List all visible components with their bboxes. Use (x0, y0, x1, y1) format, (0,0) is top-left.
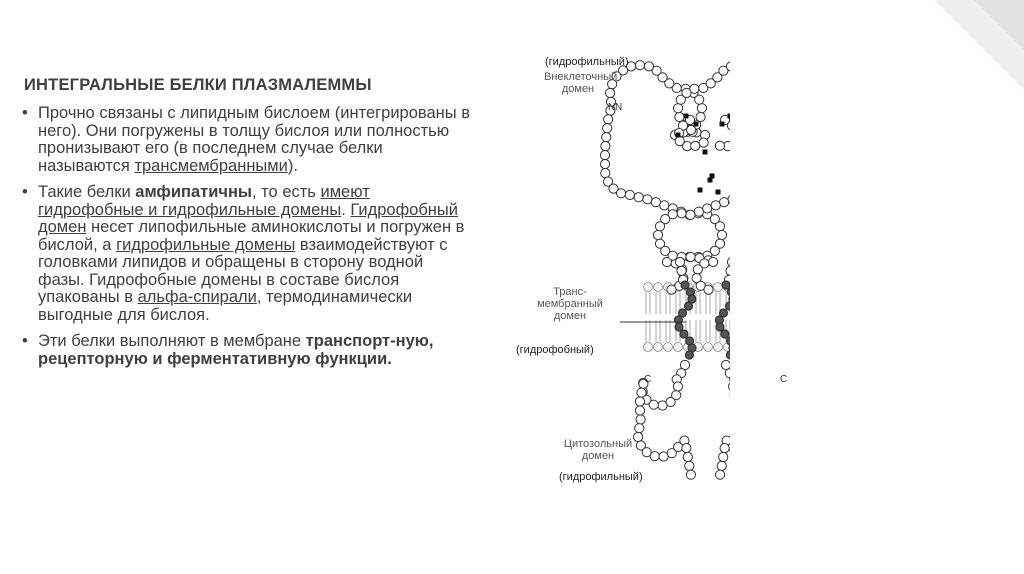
alpha-helix-bead (685, 302, 693, 310)
amino-acid-bead (643, 195, 652, 204)
amino-acid-bead (675, 257, 684, 266)
label-line: домен (553, 310, 587, 322)
amino-acid-bead (729, 382, 731, 391)
label-line: домен (561, 83, 595, 95)
glycosylation-marker (698, 188, 703, 193)
c-terminus-right: C (780, 374, 788, 385)
amino-acid-bead (600, 160, 609, 169)
label-line: мембранный (537, 298, 603, 310)
amino-acid-bead (637, 388, 646, 397)
amino-acid-bead (604, 115, 613, 124)
amino-acid-bead (644, 62, 653, 71)
amino-acid-bead (727, 257, 730, 266)
amino-acid-bead (716, 470, 725, 479)
label-transmembrane-domain (525, 286, 615, 322)
amino-acid-bead (653, 230, 662, 239)
underlined-term: имеют гидрофобные и гидрофильные домены (38, 183, 370, 219)
amino-acid-bead (720, 198, 729, 207)
label-bottom-hydrophilic: (гидрофильный) (559, 471, 643, 483)
amino-acid-bead (685, 461, 694, 470)
lipid-head (644, 343, 653, 352)
bullet-item (20, 333, 470, 368)
amino-acid-bead (686, 210, 695, 219)
amino-acid-bead (601, 169, 610, 178)
lipid-head (644, 283, 653, 292)
amino-acid-bead (635, 424, 644, 433)
bullet-text: . (341, 200, 351, 219)
glycosylation-marker (728, 114, 731, 119)
bullet-text: , термодинамически выгодные для бислоя. (38, 288, 413, 324)
amino-acid-bead (635, 61, 644, 70)
label-line: Транс- (553, 286, 587, 298)
alpha-helix-bead (726, 351, 730, 359)
label-top-hydrophilic: (гидрофильный) (545, 56, 629, 68)
amino-acid-bead (600, 151, 609, 160)
bullet-text: несет липофильные аминокислоты и погружен в бислой, а (38, 218, 465, 254)
glycosylation-marker (720, 122, 725, 127)
alpha-helix-bead (727, 288, 730, 296)
alpha-helix-bead (681, 281, 689, 289)
amino-acid-bead (603, 124, 612, 133)
amino-acid-bead (635, 406, 644, 415)
amino-acid-bead (715, 222, 724, 231)
amino-acid-bead (726, 266, 730, 275)
alpha-helix-bead (675, 323, 683, 331)
amino-acid-bead (677, 266, 686, 275)
glycosylation-marker (708, 178, 713, 183)
c-terminus-left: C (644, 374, 652, 385)
bullet-text: Эти белки выполняют в мембране (38, 332, 306, 350)
amino-acid-bead (636, 415, 645, 424)
glycosylation-marker (694, 122, 699, 127)
amino-acid-bead (697, 104, 706, 113)
bullet-item (20, 184, 470, 324)
amino-acid-bead (683, 452, 692, 461)
amino-acid-bead (686, 252, 695, 261)
alpha-helix-bead (680, 330, 688, 338)
label-extracellular-domain (544, 71, 618, 95)
bullet-text: взаимодействуют с головками липидов и обращены в сторону водной фазы. Гидрофобные домены в составе бислоя упакованы в (38, 235, 448, 306)
glycosylation-marker (703, 150, 708, 155)
bullet-item (20, 105, 470, 175)
bullet-text: Прочно связаны с липидным бислоем (интегрированы в него). Они погружены в толщу бислоя или полностью пронизывают его (в последнем случае белки называются (38, 104, 470, 175)
bullet-list (20, 105, 470, 368)
amino-acid-bead (650, 452, 659, 461)
underlined-term: гидрофильные домены (116, 235, 296, 254)
amino-acid-bead (690, 84, 699, 93)
bullet-text: Такие белки (38, 183, 136, 201)
label-line: Внеклеточный (544, 71, 618, 83)
underlined-term: Гидрофобный домен (38, 200, 458, 236)
amino-acid-bead (682, 444, 691, 453)
lipid-head (674, 343, 683, 352)
alpha-helix-bead (685, 351, 693, 359)
lipid-head (664, 343, 673, 352)
underlined-term: альфа-спирали (137, 288, 257, 306)
amino-acid-bead (711, 201, 720, 210)
alpha-helix-bead (722, 281, 730, 289)
amino-acid-bead (674, 104, 683, 113)
glycosylation-marker (716, 190, 721, 195)
amino-acid-bead (715, 141, 724, 150)
amino-acid-bead (673, 382, 682, 391)
alpha-helix-bead (726, 302, 731, 310)
amino-acid-bead (696, 112, 705, 121)
bold-term: амфипатичны (135, 183, 253, 201)
amino-acid-bead (601, 142, 610, 151)
bullet-text: ). (287, 156, 298, 175)
amino-acid-bead (667, 285, 676, 294)
label-cytosol-domain (558, 438, 638, 462)
amino-acid-bead (693, 265, 702, 274)
alpha-helix-bead (721, 330, 729, 338)
lipid-head (704, 343, 713, 352)
underlined-term: трансмембранными (134, 156, 288, 175)
amino-acid-bead (602, 133, 611, 142)
amino-acid-bead (675, 112, 684, 121)
amino-acid-bead (617, 189, 626, 198)
amino-acid-bead (660, 201, 669, 210)
bold-term: транспорт-ную, рецепторную и ферментативную функции. (38, 332, 434, 368)
amino-acid-bead (686, 470, 695, 479)
amino-acid-bead (725, 369, 730, 378)
amino-acid-bead (677, 209, 686, 218)
amino-acid-bead (717, 461, 726, 470)
bullet-text: , то есть (252, 183, 321, 201)
amino-acid-bead (703, 204, 712, 213)
amino-acid-bead (694, 207, 703, 216)
amino-acid-bead (655, 222, 664, 231)
slide-text (20, 76, 470, 377)
amino-acid-bead (704, 285, 713, 294)
amino-acid-bead (625, 190, 634, 199)
amino-acid-bead (691, 141, 700, 150)
glycosylation-marker (676, 133, 681, 138)
amino-acid-bead (709, 257, 718, 266)
label-line: домен (581, 450, 615, 462)
label-hydrophobic: (гидрофобный) (516, 344, 594, 356)
amino-acid-bead (635, 397, 644, 406)
amino-acid-bead (651, 198, 660, 207)
lipid-head (714, 343, 723, 352)
alpha-helix-bead (716, 323, 724, 331)
amino-acid-bead (719, 452, 728, 461)
alpha-helix-bead (727, 337, 730, 345)
label-line: Цитозольный (563, 438, 633, 450)
slide-title: ИНТЕГРАЛЬНЫЕ БЕЛКИ ПЛАЗМАЛЕММЫ (24, 76, 372, 94)
amino-acid-bead (658, 401, 667, 410)
amino-acid-bead (668, 251, 677, 260)
amino-acid-bead (699, 138, 708, 147)
n-terminus-right: N (615, 102, 623, 113)
lipid-head (654, 283, 663, 292)
corner-decoration (904, 0, 1024, 90)
lipid-head (714, 283, 723, 292)
amino-acid-bead (634, 193, 643, 202)
amino-acid-bead (717, 230, 726, 239)
protein-diagram (500, 40, 788, 500)
glycosylation-marker (684, 114, 689, 119)
lipid-head (654, 343, 663, 352)
amino-acid-bead (720, 444, 729, 453)
n-terminus-left: N (608, 102, 616, 113)
